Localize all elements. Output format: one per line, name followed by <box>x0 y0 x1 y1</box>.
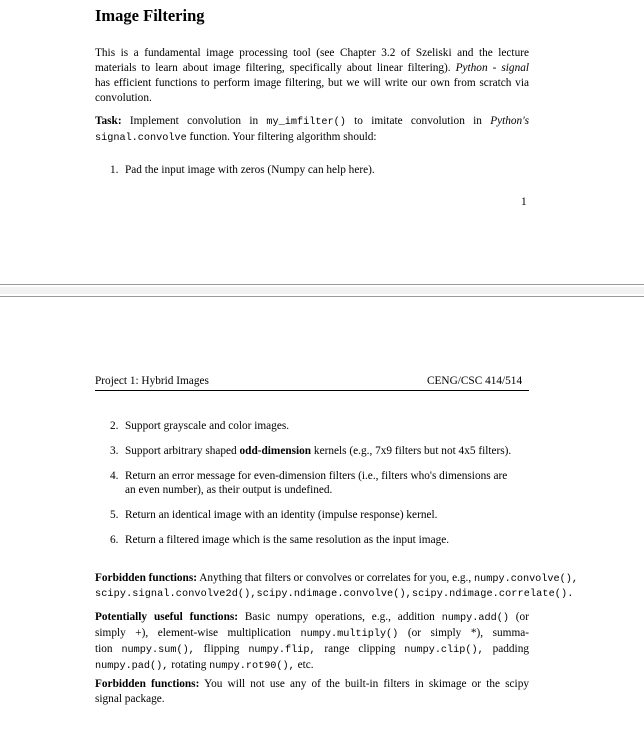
intro-line-4: convolution. <box>95 92 152 104</box>
intro-paragraph <box>95 46 529 106</box>
page-number: 1 <box>521 196 527 208</box>
page-1 <box>0 0 644 284</box>
intro-line-3: has efficient functions to perform image filtering, but we will write our own from scratch via <box>95 77 529 89</box>
useful-functions-paragraph <box>95 610 529 674</box>
forbidden-line-1: Forbidden functions: Anything that filters or convolves or correlates for you, e.g., numpy.convolve(), <box>95 572 578 585</box>
task-line-2: signal.convolve function. Your filtering algorithm should: <box>95 131 377 144</box>
forbidden-functions-2-paragraph <box>95 677 529 707</box>
forbidden-functions-paragraph <box>95 571 578 602</box>
list-item-4: 4. Return an error message for even-dimension filters (i.e., filters who's dimensions are an even number), as their output is undefined. <box>110 470 508 496</box>
forbidden2-line-2: signal package. <box>95 693 165 705</box>
running-header-right: CENG/CSC 414/514 <box>427 375 523 387</box>
forbidden-line-2: scipy.signal.convolve2d(),scipy.ndimage.convolve(),scipy.ndimage.correlate(). <box>95 589 574 600</box>
list-item-2: 2. Support grayscale and color images. <box>110 420 290 432</box>
list-item-6: 6. Return a filtered image which is the same resolution as the input image. <box>110 534 450 546</box>
useful-line-4: numpy.pad(), rotating numpy.rot90(), etc. <box>95 659 314 672</box>
task-paragraph <box>95 114 529 146</box>
list-item-1: 1. Pad the input image with zeros (Numpy can help here). <box>110 164 375 176</box>
useful-line-1: Potentially useful functions: Basic numpy operations, e.g., addition numpy.add() (or <box>95 611 529 624</box>
page-gap <box>0 287 644 294</box>
running-header-left: Project 1: Hybrid Images <box>95 375 209 387</box>
page-title: Image Filtering <box>95 6 205 25</box>
header-rule <box>95 390 529 391</box>
page-2 <box>0 297 644 729</box>
useful-line-3: tion numpy.sum(), flipping numpy.flip, range clipping numpy.clip(), padding <box>95 643 529 656</box>
intro-line-1: This is a fundamental image processing tool (see Chapter 3.2 of Szeliski and the lecture <box>95 47 529 59</box>
page-divider-top <box>0 284 644 285</box>
list-item-5: 5. Return an identical image with an identity (impulse response) kernel. <box>110 509 438 521</box>
python-signal-italic: Python - signal <box>455 62 529 74</box>
forbidden2-line-1: Forbidden functions: You will not use any of the built-in filters in skimage or the scipy <box>95 678 529 690</box>
list-item-3: 3. Support arbitrary shaped odd-dimension kernels (e.g., 7x9 filters but not 4x5 filters). <box>110 445 512 457</box>
task-line-1: Task: Implement convolution in my_imfilter() to imitate convolution in Python's <box>95 115 530 128</box>
intro-line-2: materials to learn about image filtering, specifically about linear filtering). Python - signal <box>95 62 529 74</box>
useful-line-2: simply +), element-wise multiplication numpy.multiply() (or simply *), summa- <box>95 627 530 640</box>
